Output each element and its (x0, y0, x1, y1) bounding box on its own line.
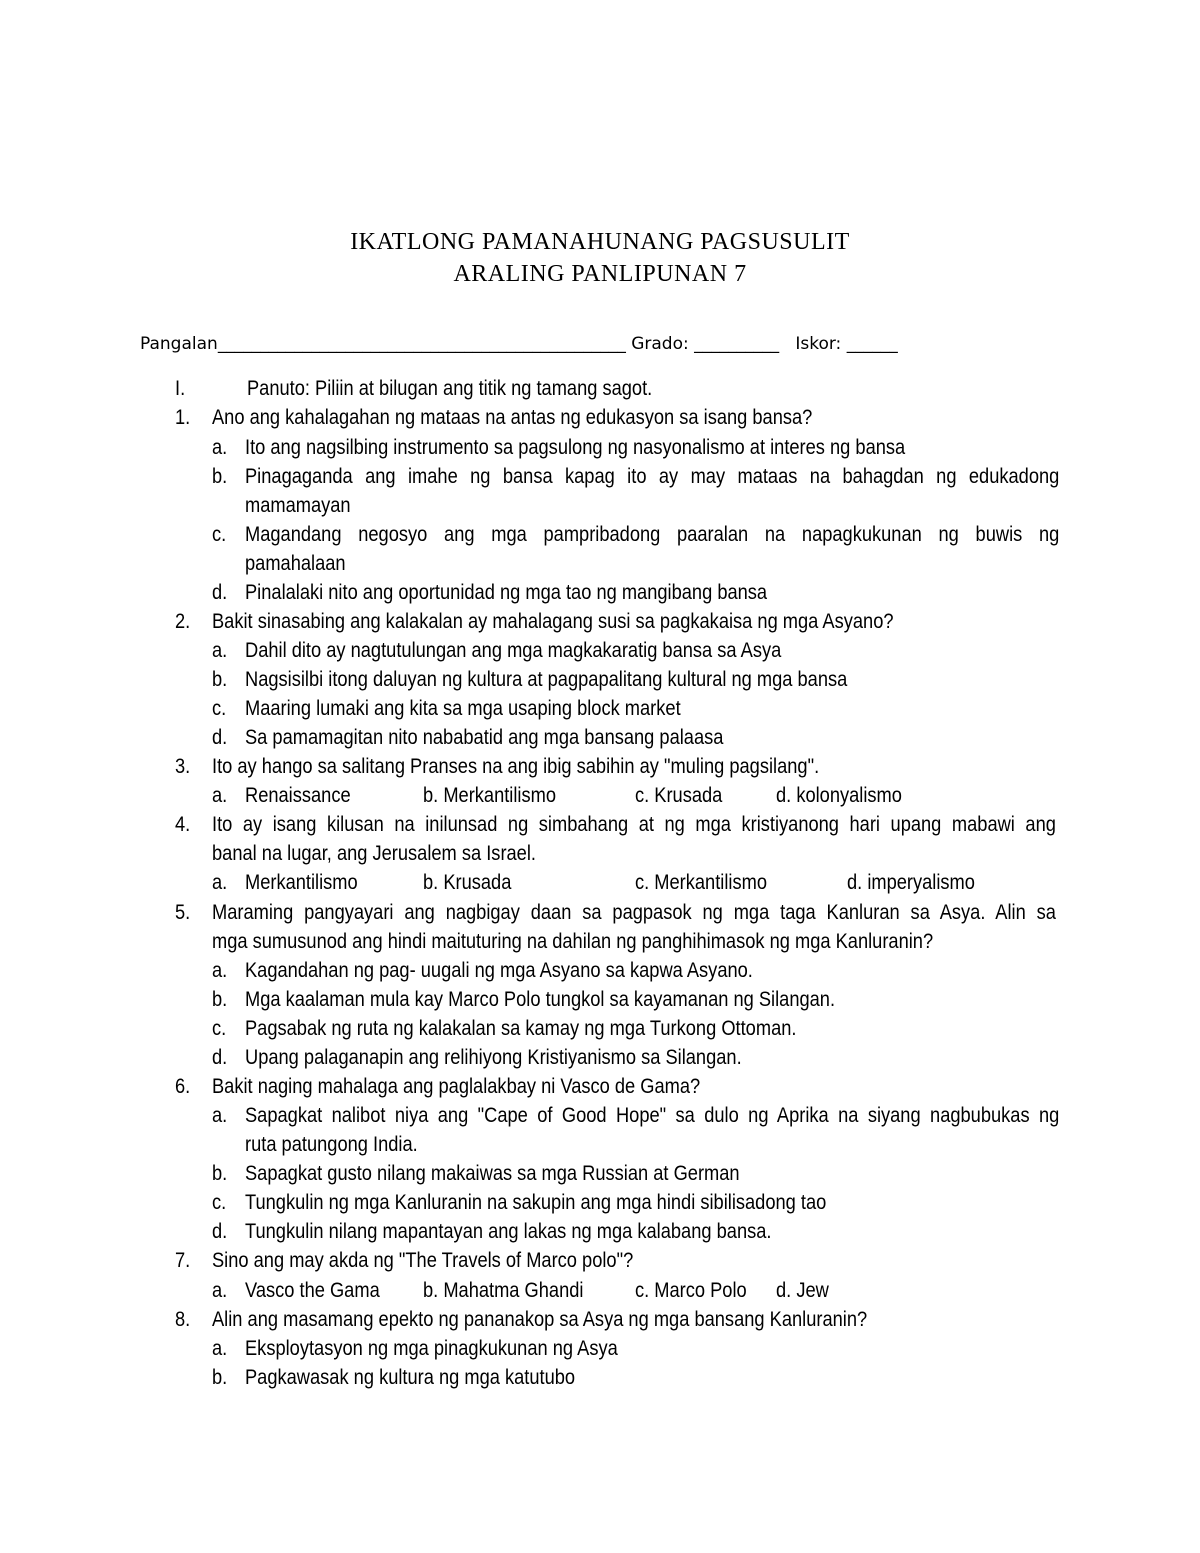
option-text: Maaring lumaki ang kita sa mga usaping block market (245, 697, 681, 720)
question-text-continued: banal na lugar, ang Jerusalem sa Israel. (212, 842, 536, 865)
question-text-continued: mga sumusunod ang hindi maituturing na dahilan ng panghihimasok ng mga Kanluranin? (212, 930, 934, 953)
option-label: c. (212, 697, 227, 720)
question-text: Ano ang kahalagahan ng mataas na antas ng edukasyon sa isang bansa? (212, 406, 813, 429)
inline-option: d. imperyalismo (847, 871, 975, 894)
inline-option: Renaissance (245, 784, 351, 807)
option-text: Sapagkat nalibot niya ang "Cape of Good Hope" sa dulo ng Aprika na siyang nagbubukas ng (245, 1104, 1060, 1127)
inline-option: b. Merkantilismo (423, 784, 557, 807)
inline-option: b. Krusada (423, 871, 512, 894)
question-number: 2. (175, 610, 191, 633)
option-text: Eksploytasyon ng mga pinagkukunan ng Asya (245, 1337, 618, 1360)
instruction-text: Panuto: Piliin at bilugan ang titik ng tamang sagot. (247, 377, 653, 400)
option-text: Nagsisilbi itong daluyan ng kultura at pagpapalitang kultural ng mga bansa (245, 668, 848, 691)
option-text: Kagandahan ng pag- uugali ng mga Asyano sa kapwa Asyano. (245, 959, 753, 982)
inline-option: b. Mahatma Ghandi (423, 1279, 584, 1302)
grade-label: Grado: (631, 334, 695, 354)
option-label: c. (212, 1017, 227, 1040)
inline-option: d. Jew (776, 1279, 829, 1302)
option-label: d. (212, 581, 228, 604)
option-label: a. (212, 784, 228, 807)
question-number: 1. (175, 406, 191, 429)
inline-option: Merkantilismo (245, 871, 358, 894)
name-label: Pangalan (140, 334, 218, 354)
option-text: Tungkulin nilang mapantayan ang lakas ng mga kalabang bansa. (245, 1220, 772, 1243)
option-text: Dahil dito ay nagtutulungan ang mga magkakaratig bansa sa Asya (245, 639, 782, 662)
name-blank: ________________________________________________ (217, 334, 626, 354)
inline-option: Vasco the Gama (245, 1279, 380, 1302)
question-text: Maraming pangyayari ang nagbigay daan sa pagpasok ng mga taga Kanluran sa Asya. Alin sa (212, 901, 1056, 924)
option-text: Tungkulin ng mga Kanluranin na sakupin ang mga hindi sibilisadong tao (245, 1191, 827, 1214)
option-text: Upang palaganapin ang relihiyong Kristiyanismo sa Silangan. (245, 1046, 742, 1069)
option-label: b. (212, 1366, 228, 1389)
question-number: 5. (175, 901, 191, 924)
option-label: b. (212, 1162, 228, 1185)
option-label: b. (212, 988, 228, 1011)
score-blank: ______ (846, 334, 898, 354)
instruction-numeral: I. (175, 377, 186, 400)
option-label: c. (212, 1191, 227, 1214)
option-text-continued: mamamayan (245, 494, 351, 517)
inline-option: c. Krusada (635, 784, 723, 807)
inline-option: c. Marco Polo (635, 1279, 747, 1302)
exam-title: IKATLONG PAMANAHUNANG PAGSUSULIT (350, 229, 850, 255)
grade-blank: __________ (694, 334, 780, 354)
option-label: a. (212, 639, 228, 662)
option-text: Pinalalaki nito ang oportunidad ng mga tao ng mangibang bansa (245, 581, 768, 604)
option-text-continued: ruta patungong India. (245, 1133, 418, 1156)
option-label: d. (212, 1220, 228, 1243)
option-text: Pinagaganda ang imahe ng bansa kapag ito ay may mataas na bahagdan ng edukadong (245, 465, 1060, 488)
question-number: 8. (175, 1308, 191, 1331)
option-label: a. (212, 436, 228, 459)
option-text: Sa pamamagitan nito nababatid ang mga bansang palaasa (245, 726, 724, 749)
option-text-continued: pamahalaan (245, 552, 346, 575)
option-label: a. (212, 959, 228, 982)
question-number: 3. (175, 755, 191, 778)
option-label: a. (212, 1104, 228, 1127)
score-label: Iskor: (795, 334, 847, 354)
option-label: b. (212, 668, 228, 691)
option-label: b. (212, 465, 228, 488)
question-text: Sino ang may akda ng "The Travels of Marco polo"? (212, 1249, 634, 1272)
question-text: Bakit naging mahalaga ang paglalakbay ni Vasco de Gama? (212, 1075, 701, 1098)
option-label: c. (212, 523, 227, 546)
question-number: 6. (175, 1075, 191, 1098)
inline-option: d. kolonyalismo (776, 784, 902, 807)
question-number: 4. (175, 813, 191, 836)
option-label: a. (212, 1337, 228, 1360)
exam-subject: ARALING PANLIPUNAN 7 (453, 261, 747, 287)
option-label: a. (212, 1279, 228, 1302)
question-text: Bakit sinasabing ang kalakalan ay mahalagang susi sa pagkakaisa ng mga Asyano? (212, 610, 894, 633)
option-text: Ito ang nagsilbing instrumento sa pagsulong ng nasyonalismo at interes ng bansa (245, 436, 906, 459)
option-text: Pagsabak ng ruta ng kalakalan sa kamay ng mga Turkong Ottoman. (245, 1017, 797, 1040)
option-label: d. (212, 1046, 228, 1069)
option-label: d. (212, 726, 228, 749)
option-text: Magandang negosyo ang mga pampribadong paaralan na napagkukunan ng buwis ng (245, 523, 1060, 546)
option-label: a. (212, 871, 228, 894)
question-text: Alin ang masamang epekto ng pananakop sa Asya ng mga bansang Kanluranin? (212, 1308, 868, 1331)
inline-option: c. Merkantilismo (635, 871, 767, 894)
question-text: Ito ay isang kilusan na inilunsad ng simbahang at ng mga kristiyanong hari upang mabawi ang (212, 813, 1056, 836)
question-text: Ito ay hango sa salitang Pranses na ang ibig sabihin ay "muling pagsilang". (212, 755, 820, 778)
student-info-line (140, 334, 1060, 354)
question-number: 7. (175, 1249, 191, 1272)
option-text: Mga kaalaman mula kay Marco Polo tungkol sa kayamanan ng Silangan. (245, 988, 836, 1011)
option-text: Sapagkat gusto nilang makaiwas sa mga Russian at German (245, 1162, 740, 1185)
option-text: Pagkawasak ng kultura ng mga katutubo (245, 1366, 576, 1389)
